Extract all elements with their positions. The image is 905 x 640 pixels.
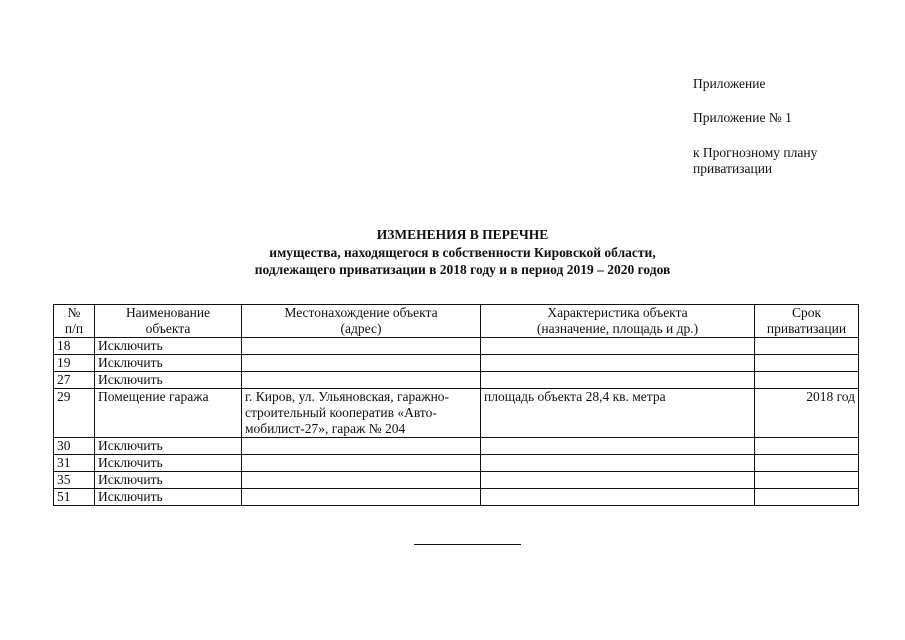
table-row — [54, 338, 859, 355]
row-num: 27 — [54, 372, 95, 389]
row-characteristic — [481, 489, 755, 506]
table-row — [54, 355, 859, 372]
header-name — [95, 305, 242, 338]
row-characteristic: площадь объекта 28,4 кв. метра — [481, 389, 755, 438]
row-address: г. Киров, ул. Ульяновская, гаражно-строительный кооператив «Авто-мобилист-27», гараж № 204 — [242, 389, 481, 438]
row-name: Исключить — [95, 489, 242, 506]
appendix-label-text: Приложение — [693, 76, 766, 91]
header-term-line1: Срок — [791, 305, 822, 320]
header-num — [54, 305, 95, 338]
table-header-row — [54, 305, 859, 338]
row-address — [242, 455, 481, 472]
row-characteristic — [481, 372, 755, 389]
table-row — [54, 455, 859, 472]
row-term — [755, 372, 859, 389]
row-characteristic — [481, 338, 755, 355]
row-name: Исключить — [95, 355, 242, 372]
row-address — [242, 338, 481, 355]
row-term — [755, 438, 859, 455]
header-num-line1: № — [67, 305, 81, 320]
changes-table — [53, 304, 859, 506]
row-name: Исключить — [95, 438, 242, 455]
header-name-line1: Наименование — [125, 305, 211, 320]
row-num: 31 — [54, 455, 95, 472]
row-address — [242, 472, 481, 489]
appendix-reference — [693, 145, 817, 177]
header-term-line2: приватизации — [766, 321, 847, 336]
row-address — [242, 438, 481, 455]
row-characteristic — [481, 472, 755, 489]
appendix-reference-line1: к Прогнозному плану — [693, 145, 818, 160]
appendix-number — [693, 110, 792, 126]
document-subtitle-line1: имущества, находящегося в собственности Кировской области, — [269, 245, 656, 260]
header-term — [755, 305, 859, 338]
table-row — [54, 372, 859, 389]
header-characteristic — [481, 305, 755, 338]
table-row — [54, 472, 859, 489]
table-row — [54, 389, 859, 438]
table-row — [54, 438, 859, 455]
row-num: 51 — [54, 489, 95, 506]
appendix-reference-line2: приватизации — [693, 161, 773, 176]
row-name: Исключить — [95, 472, 242, 489]
document-title: ИЗМЕНЕНИЯ В ПЕРЕЧНЕ — [376, 227, 549, 242]
row-num: 29 — [54, 389, 95, 438]
row-characteristic — [481, 455, 755, 472]
appendix-label — [693, 76, 765, 92]
header-address — [242, 305, 481, 338]
row-address — [242, 372, 481, 389]
header-characteristic-line2: (назначение, площадь и др.) — [536, 321, 699, 336]
table-row — [54, 489, 859, 506]
row-num: 19 — [54, 355, 95, 372]
row-term — [755, 489, 859, 506]
document-subtitle-line2: подлежащего приватизации в 2018 году и в период 2019 – 2020 годов — [254, 262, 671, 277]
header-characteristic-line1: Характеристика объекта — [547, 305, 688, 320]
row-term — [755, 355, 859, 372]
row-address — [242, 489, 481, 506]
row-term — [755, 338, 859, 355]
header-address-line1: Местонахождение объекта — [284, 305, 438, 320]
row-num: 35 — [54, 472, 95, 489]
row-term — [755, 455, 859, 472]
row-name: Исключить — [95, 455, 242, 472]
row-characteristic — [481, 355, 755, 372]
closing-separator-line — [414, 544, 521, 545]
row-name: Исключить — [95, 338, 242, 355]
row-term: 2018 год — [755, 389, 859, 438]
row-num: 18 — [54, 338, 95, 355]
row-address — [242, 355, 481, 372]
row-name: Помещение гаража — [95, 389, 242, 438]
row-num: 30 — [54, 438, 95, 455]
appendix-number-text: Приложение № 1 — [693, 110, 792, 125]
header-address-line2: (адрес) — [340, 321, 382, 336]
row-name: Исключить — [95, 372, 242, 389]
row-characteristic — [481, 438, 755, 455]
header-num-line2: п/п — [64, 321, 84, 336]
header-name-line2: объекта — [145, 321, 191, 336]
row-term — [755, 472, 859, 489]
